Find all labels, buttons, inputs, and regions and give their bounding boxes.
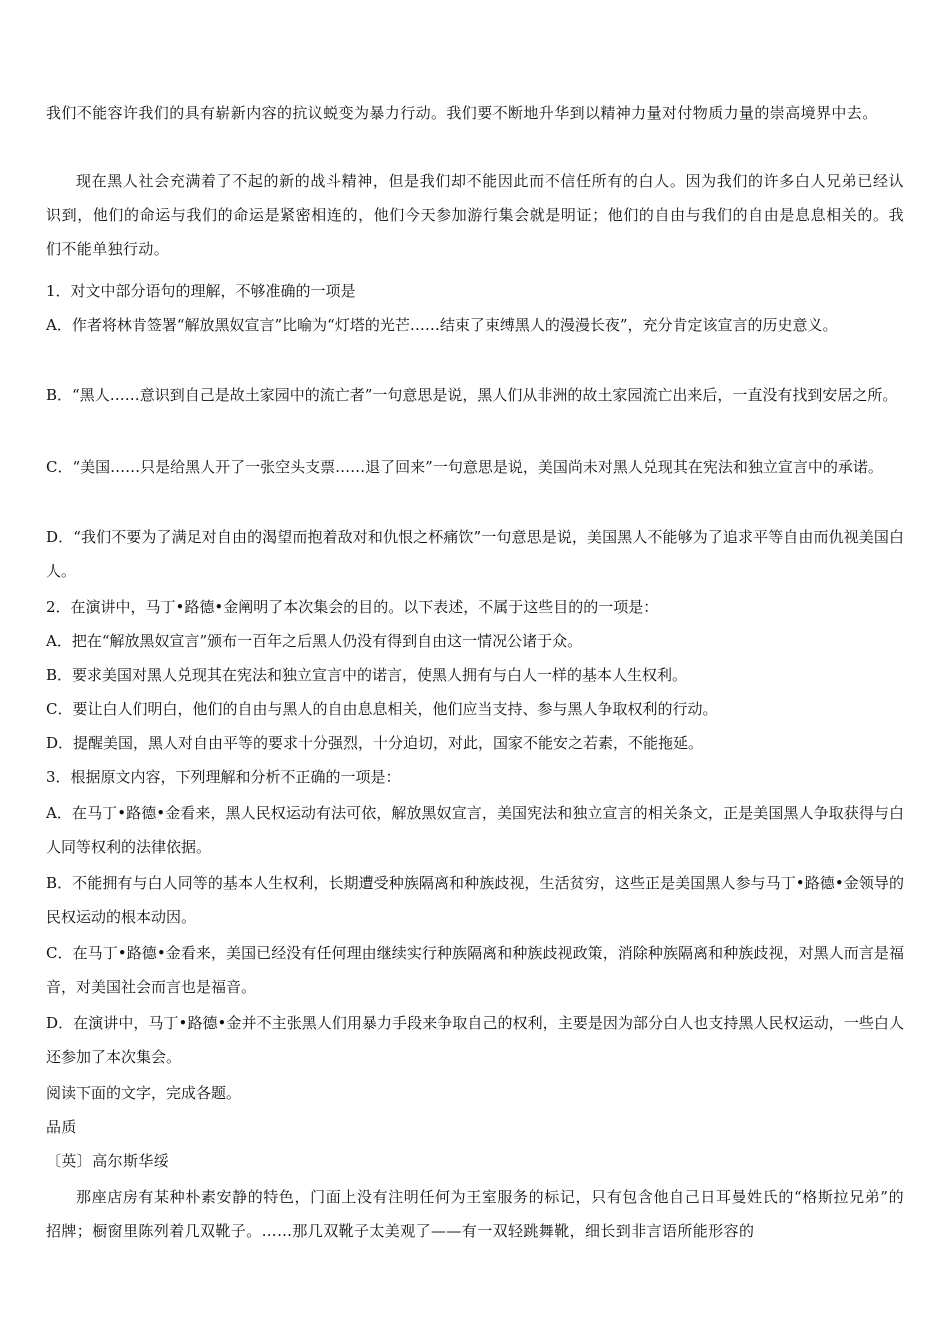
question-1-option-b: B．“黑人……意识到自己是故土家园中的流亡者”一句意思是说，黑人们从非洲的故土家园流亡出来后，一直没有找到安居之所。	[46, 386, 898, 404]
question-2-option-d: D．提醒美国，黑人对自由平等的要求十分强烈，十分迫切，对此，国家不能安之若素，不能拖延。	[46, 734, 704, 752]
question-3-option-a: A．在马丁•路德•金看来，黑人民权运动有法可依，解放黑奴宣言，美国宪法和独立宣言的相关条文，正是美国黑人争取获得与白人同等权利的法律依据。	[46, 804, 904, 856]
question-2-option-a: A．把在“解放黑奴宣言”颁布一百年之后黑人仍没有得到自由这一情况公诸于众。	[46, 632, 583, 650]
question-2-option-b: B．要求美国对黑人兑现其在宪法和独立宣言中的诺言，使黑人拥有与白人一样的基本人生权利。	[46, 666, 688, 684]
passage-paragraph: 现在黑人社会充满着了不起的新的战斗精神，但是我们却不能因此而不信任所有的白人。因为我们的许多白人兄弟已经认识到，他们的命运与我们的命运是紧密相连的，他们今天参加游行集会就是明证；他们的自由与我们的自由是息息相关的。我们不能单独行动。	[46, 172, 904, 258]
question-3-option-b: B．不能拥有与白人同等的基本人生权利，长期遭受种族隔离和种族歧视，生活贫穷，这些正是美国黑人参与马丁•路德•金领导的民权运动的根本动因。	[46, 874, 904, 926]
question-2-stem: 2．在演讲中，马丁•路德•金阐明了本次集会的目的。以下表述，不属于这些目的的一项是：	[46, 598, 659, 616]
reading-instruction: 阅读下面的文字，完成各题。	[46, 1084, 242, 1102]
question-3-option-d: D．在演讲中，马丁•路德•金并不主张黑人们用暴力手段来争取自己的权利，主要是因为部分白人也支持黑人民权运动，一些白人还参加了本次集会。	[46, 1014, 904, 1066]
question-1-stem: 1．对文中部分语句的理解，不够准确的一项是	[46, 282, 356, 300]
question-3-option-c: C．在马丁•路德•金看来，美国已经没有任何理由继续实行种族隔离和种族歧视政策，消除种族隔离和种族歧视，对黑人而言是福音，对美国社会而言也是福音。	[46, 944, 904, 996]
question-1-option-c: C．“美国……只是给黑人开了一张空头支票……退了回来”一句意思是说，美国尚未对黑人兑现其在宪法和独立宣言中的承诺。	[46, 458, 883, 476]
question-2-option-c: C．要让白人们明白，他们的自由与黑人的自由息息相关，他们应当支持、参与黑人争取权利的行动。	[46, 700, 718, 718]
story-title: 品质	[46, 1118, 77, 1136]
question-1-option-a: A．作者将林肯签署“解放黑奴宣言”比喻为“灯塔的光芒……结束了束缚黑人的漫漫长夜”，充分肯定该宣言的历史意义。	[46, 316, 838, 334]
question-1-option-d: D．“我们不要为了满足对自由的渴望而抱着敌对和仇恨之杯痛饮”一句意思是说，美国黑人不能够为了追求平等自由而仇视美国白人。	[46, 528, 904, 580]
story-paragraph: 那座店房有某种朴素安静的特色，门面上没有注明任何为王室服务的标记，只有包含他自己日耳曼姓氏的“格斯拉兄弟”的招牌；橱窗里陈列着几双靴子。……那几双靴子太美观了——有一双轻跳舞靴，细长到非言语所能形容的	[46, 1188, 904, 1240]
question-3-stem: 3．根据原文内容，下列理解和分析不正确的一项是：	[46, 768, 401, 786]
story-author: 〔英〕高尔斯华绥	[46, 1152, 170, 1170]
passage-paragraph: 我们不能容许我们的具有崭新内容的抗议蜕变为暴力行动。我们要不断地升华到以精神力量对付物质力量的崇高境界中去。	[46, 104, 878, 122]
